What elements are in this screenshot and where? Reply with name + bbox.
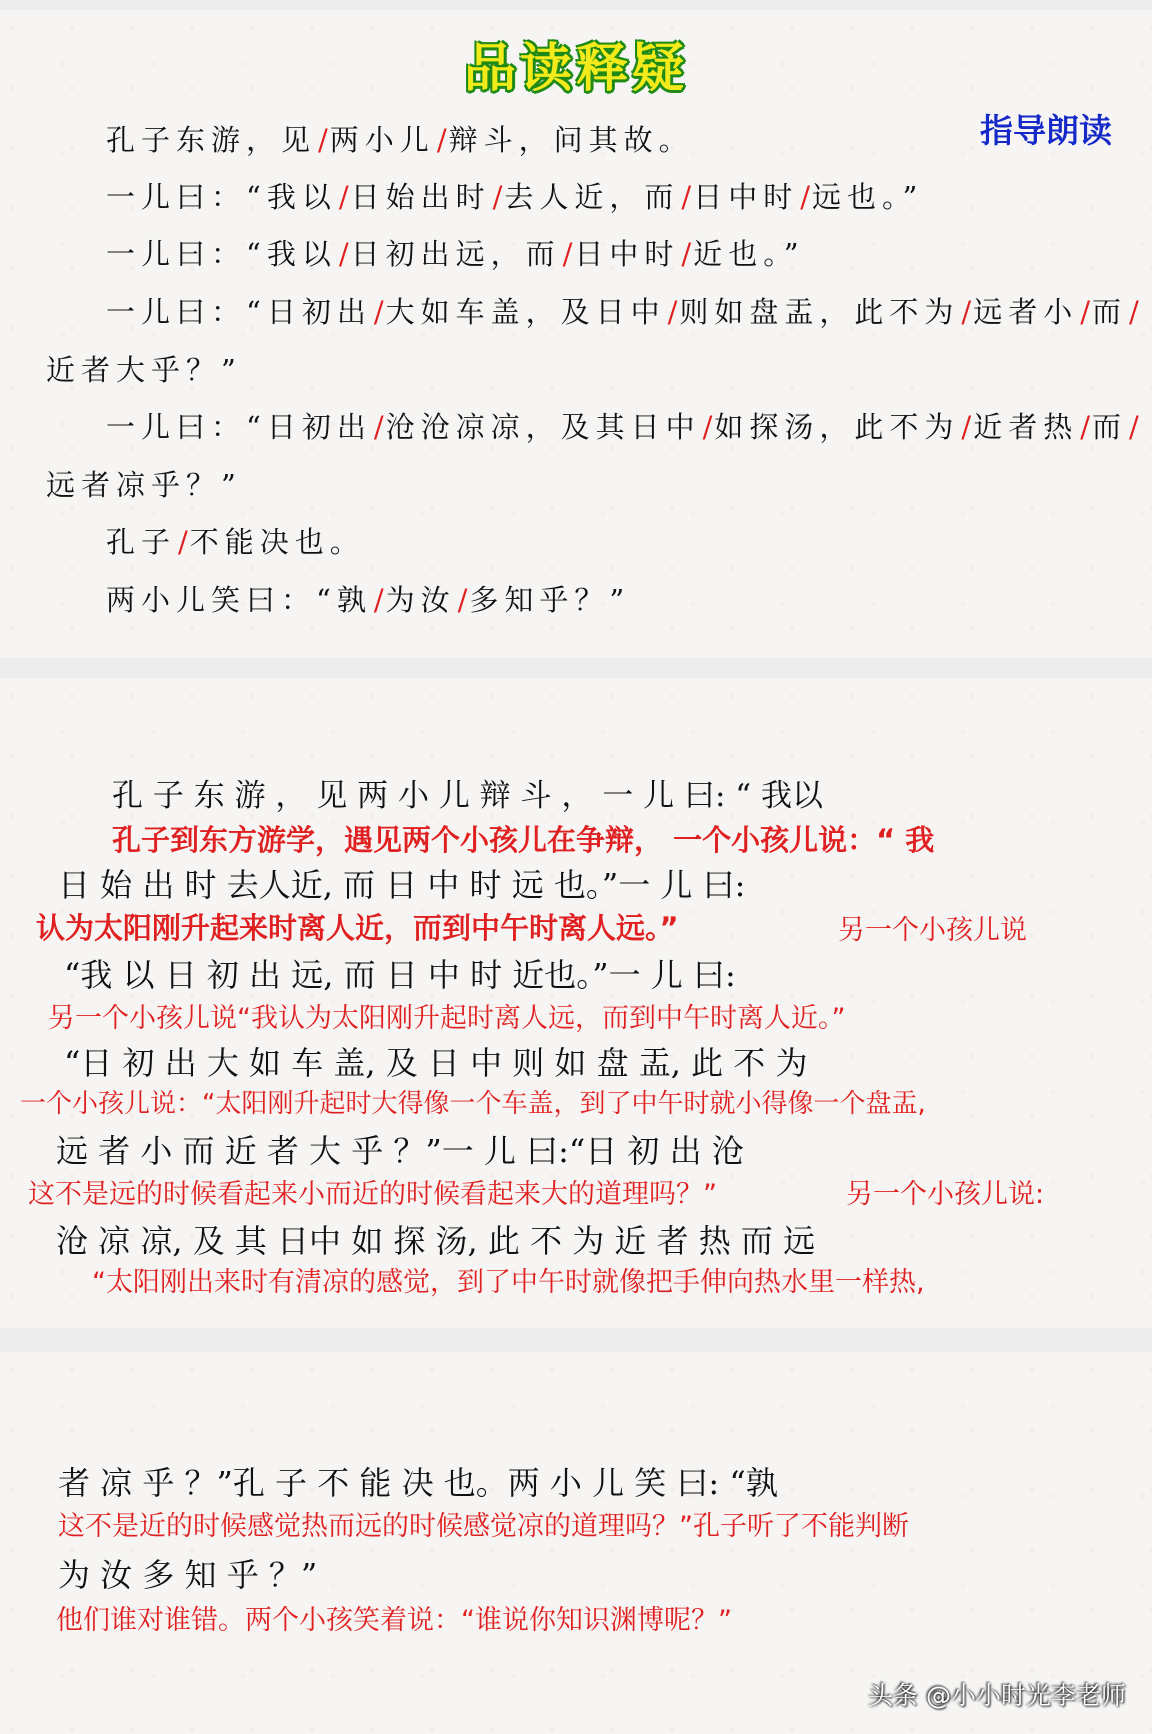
reading-line <box>106 232 805 273</box>
watermark: 头条 @小小时光李老师 <box>868 1681 1126 1710</box>
text-segment: 沧沧凉凉，及其日中 <box>385 410 701 444</box>
translation-line: 这不是远的时候看起来小而近的时候看起来大的道理吗？” <box>28 1179 717 1210</box>
pause-slash: / <box>373 295 384 329</box>
reading-line <box>46 463 242 504</box>
guide-label: 指导朗读 <box>980 111 1112 150</box>
text-segment: 一儿曰：“日初出 <box>106 295 372 329</box>
translation-line: 另一个小孩儿说“我认为太阳刚升起时离人远，而到中午时离人近。” <box>48 1003 846 1034</box>
text-segment: 大如车盖，及日中 <box>385 295 666 329</box>
original-line: 孔 子 东 游 ， 见 两 小 儿 辩 斗 ， 一 儿 曰: “ 我以 <box>112 778 823 814</box>
text-segment: 日始出时 <box>350 180 491 214</box>
original-line: 沧 凉 凉, 及 其 日中 如 探 汤, 此 不 为 近 者 热 而 远 <box>56 1222 816 1260</box>
text-segment: 近也。” <box>693 237 805 271</box>
translation-line: “太阳刚出来时有清凉的感觉，到了中午时就像把手伸向热水里一样热, <box>92 1267 925 1298</box>
pause-slash: / <box>681 237 692 271</box>
text-segment: 近者热 <box>973 410 1079 444</box>
reading-line <box>106 578 630 619</box>
pause-slash: / <box>373 583 384 617</box>
page-title: 品读释疑 <box>463 39 688 99</box>
text-segment: 日初出远，而 <box>350 237 561 271</box>
text-segment: 远者小 <box>973 295 1079 329</box>
text-segment: 多知乎？” <box>469 583 631 617</box>
text-segment: 近者大乎？” <box>46 353 242 387</box>
text-segment: 而 <box>1092 410 1128 444</box>
translation-line: 另一个小孩儿说: <box>846 1179 1045 1210</box>
translation-line: 另一个小孩儿说 <box>838 915 1027 946</box>
reading-line <box>106 290 1141 331</box>
text-segment: 而 <box>1092 295 1128 329</box>
text-segment: 不能决也。 <box>189 525 365 559</box>
translation-panel-1 <box>0 678 1152 1328</box>
pause-slash: / <box>373 410 384 444</box>
reading-line <box>106 118 694 159</box>
text-segment: 日中时 <box>574 237 680 271</box>
original-line: 为 汝 多 知 乎 ？” <box>58 1556 318 1594</box>
pause-slash: / <box>1080 410 1090 444</box>
pause-slash: / <box>667 295 678 329</box>
original-line: “日 初 出 大 如 车 盖, 及 日 中 则 如 盘 盂, 此 不 为 <box>64 1044 808 1082</box>
translation-line: 这不是近的时候感觉热而远的时候感觉凉的道理吗？”孔子听了不能判断 <box>58 1511 909 1542</box>
pause-slash: / <box>492 180 503 214</box>
text-segment: 远者凉乎？” <box>46 468 242 502</box>
pause-slash: / <box>338 180 349 214</box>
pause-slash: / <box>681 180 692 214</box>
original-line: 日 始 出 时 去人近, 而 日 中 时 远 也。”一 儿 曰: <box>58 866 746 904</box>
text-segment: 两小儿笑曰：“孰 <box>106 583 372 617</box>
original-line: “我 以 日 初 出 远, 而 日 中 时 近也。”一 儿 曰: <box>64 956 736 994</box>
pause-slash: / <box>457 583 468 617</box>
original-line: 远 者 小 而 近 者 大 乎 ？”一 儿 曰:“日 初 出 沧 <box>56 1132 744 1170</box>
original-line: 者 凉 乎 ？”孔 子 不 能 决 也。两 小 儿 笑 曰: “孰 <box>58 1464 778 1502</box>
text-segment: 辩斗，问其故。 <box>448 123 694 157</box>
text-segment: 则如盘盂，此不为 <box>679 295 960 329</box>
translation-panel-2 <box>0 1352 1152 1734</box>
text-segment: 孔子 <box>106 525 177 559</box>
translation-line: 认为太阳刚升起来时离人近，而到中午时离人远。” <box>36 911 679 945</box>
translation-line: 孔子到东方游学，遇见两个小孩儿在争辩， 一个小孩儿说：“ 我 <box>112 823 935 857</box>
translation-line: 一个小孩儿说：“太阳刚升起时大得像一个车盖，到了中午时就小得像一个盘盂, <box>20 1089 926 1119</box>
pause-slash: / <box>800 180 810 214</box>
text-segment: 一儿曰：“日初出 <box>106 410 372 444</box>
pause-slash: / <box>961 295 972 329</box>
text-segment: 一儿曰：“我以 <box>106 237 337 271</box>
pause-slash: / <box>338 237 349 271</box>
text-segment: 两小儿 <box>329 123 435 157</box>
translation-line: 他们谁对谁错。两个小孩笑着说：“谁说你知识渊博呢？” <box>56 1605 732 1636</box>
pause-slash: / <box>1080 295 1090 329</box>
text-segment: 孔子东游，见 <box>106 123 317 157</box>
reading-line <box>46 348 242 389</box>
pause-slash: / <box>178 525 188 559</box>
text-segment: 为汝 <box>385 583 456 617</box>
text-segment: 一儿曰：“我以 <box>106 180 337 214</box>
text-segment: 远也。” <box>812 180 924 214</box>
pause-slash: / <box>318 123 328 157</box>
pause-slash: / <box>436 123 447 157</box>
reading-line <box>106 405 1141 446</box>
text-segment: 日中时 <box>693 180 799 214</box>
reading-line <box>106 175 923 216</box>
reading-line <box>106 520 365 561</box>
pause-slash: / <box>961 410 972 444</box>
pause-slash: / <box>702 410 713 444</box>
text-segment: 如探汤，此不为 <box>714 410 960 444</box>
pause-slash: / <box>1129 410 1139 444</box>
reading-guide-panel <box>0 10 1152 658</box>
pause-slash: / <box>562 237 573 271</box>
text-segment: 去人近，而 <box>504 180 680 214</box>
pause-slash: / <box>1129 295 1139 329</box>
